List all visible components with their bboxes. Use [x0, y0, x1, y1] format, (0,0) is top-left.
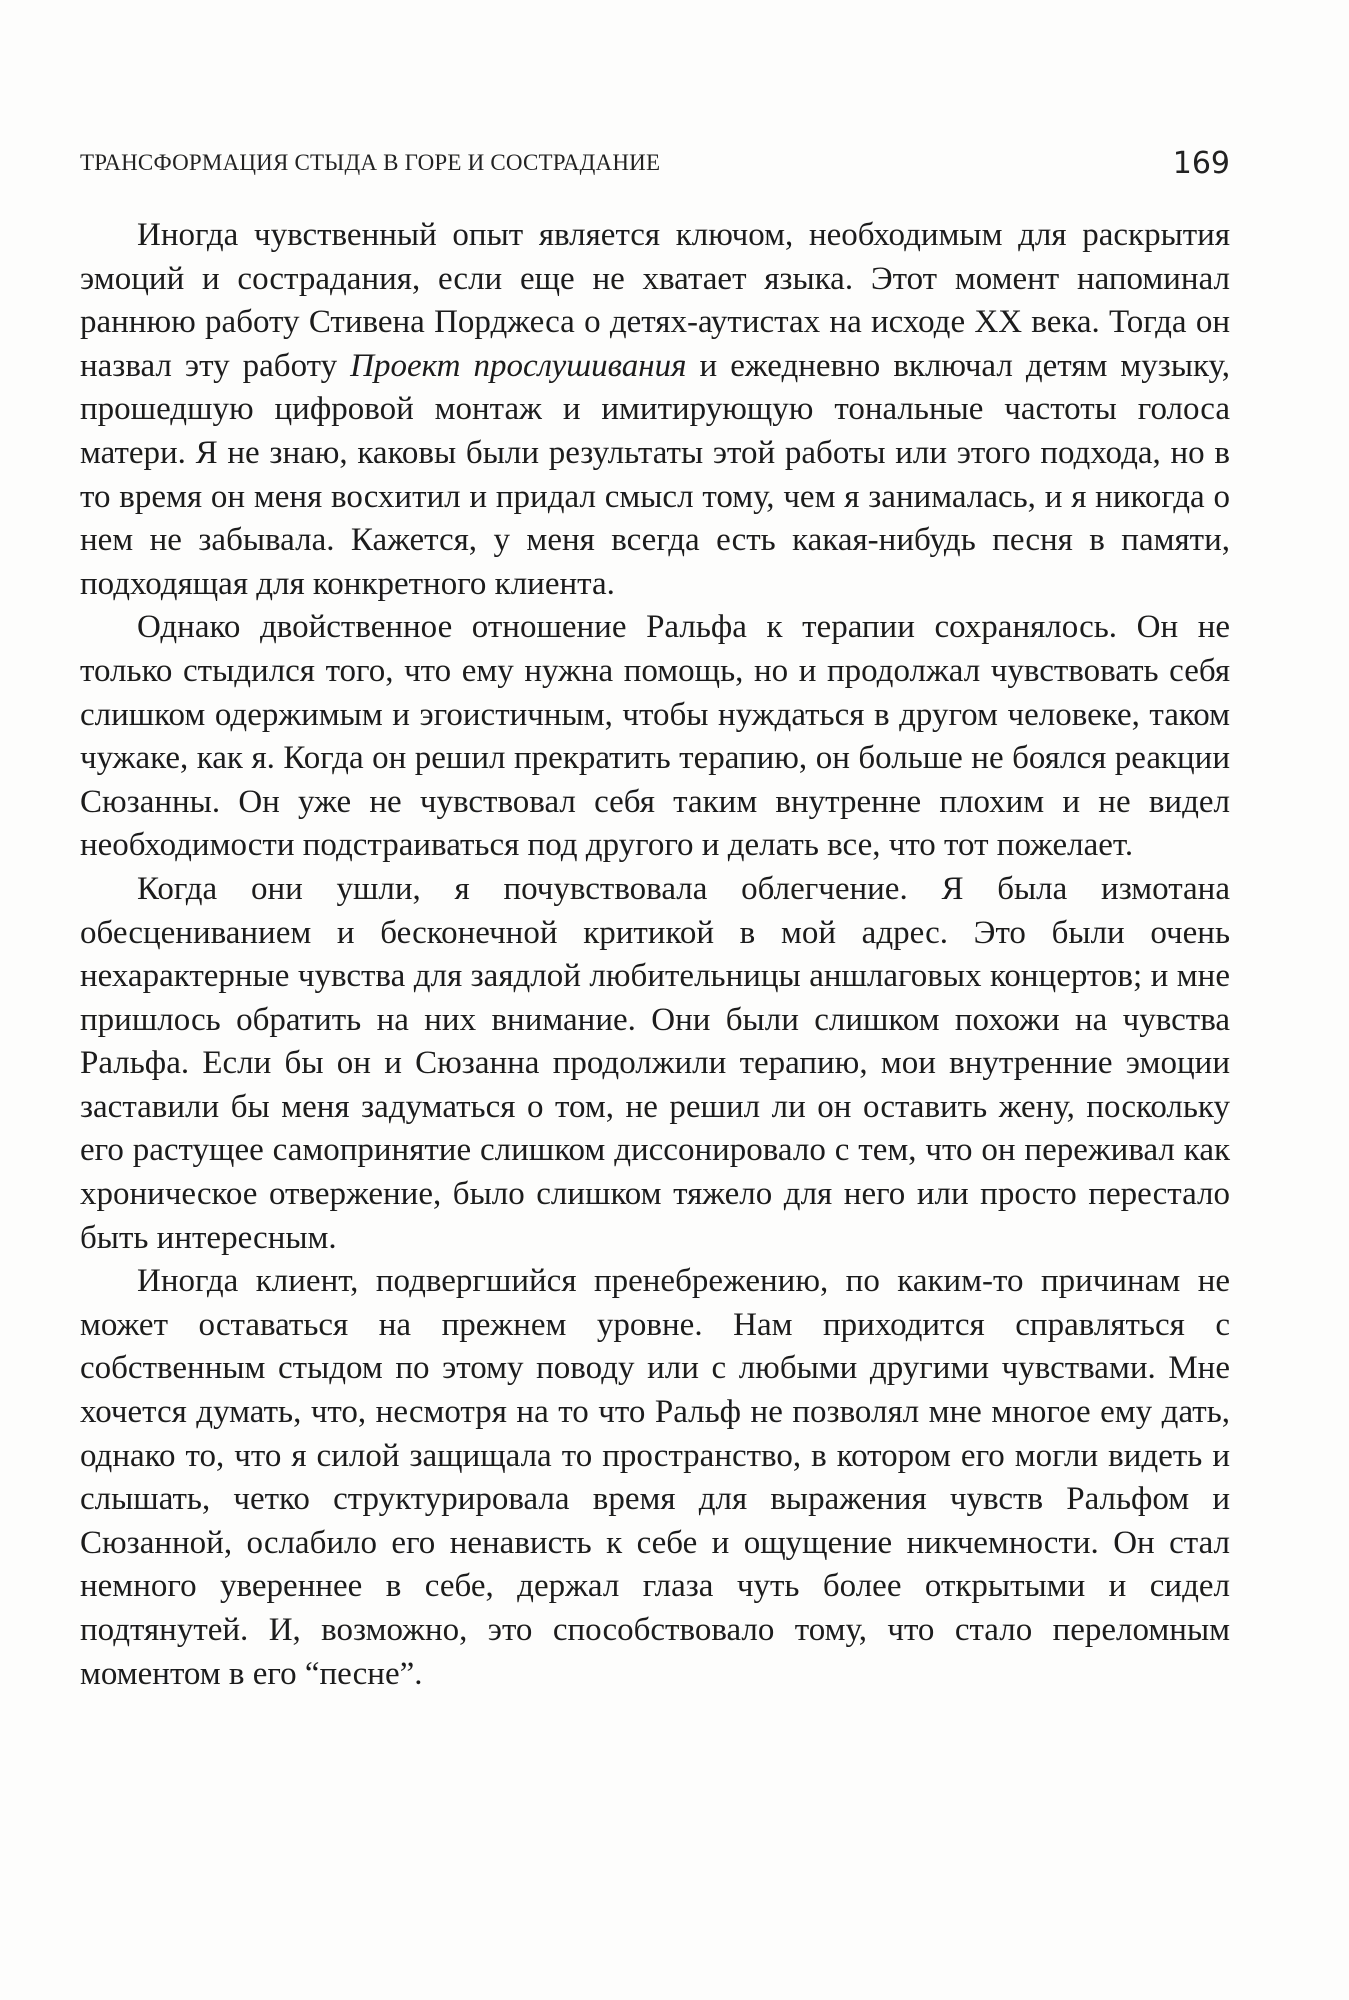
paragraph-4: Иногда клиент, подвергшийся пренебрежению, по каким-то причинам не может оставаться на прежнем уровне. Нам приходится справляться с собственным стыдом по этому поводу или с любыми другими чувствами. Мне хочется думать, что, несмотря на то что Ральф не позволял мне многое ему дать, однако то, что я силой защищала то пространство, в котором его могли видеть и слышать, четко структурировала время для выражения чувств Ральфом и Сюзанной, ослабило его ненависть к себе и ощущение никчемности. Он стал немного увереннее в себе, держал глаза чуть более открытыми и сидел подтянутей. И, возможно, это способствовало тому, что стало переломным моментом в его “песне”. — [80, 1263, 1230, 1692]
book-title-italic: Проект прослушивания — [350, 347, 687, 384]
chapter-title: ТРАНСФОРМАЦИЯ СТЫДА В ГОРЕ И СОСТРАДАНИЕ — [80, 150, 661, 175]
paragraph-1-text-a: Иногда чувственный опыт является ключом, необходимым для раскрытия эмоций и сострадания, если еще не хватает языка. Этот момент напоминал раннюю работу Стивена Порджеса о детях-аутистах на исходе XX века. Тогда он назвал эту работу — [80, 217, 1230, 384]
paragraph-1-text-b: и ежедневно включал детям музыку, прошедшую цифровой монтаж и имитирующую тональные частоты голоса матери. Я не знаю, каковы были результаты этой работы или этого подхода, но в то время он меня восхитил и придал смысл тому, чем я занималась, и я никогда о нем не забывала. Кажется, у меня всегда есть какая-нибудь песня в памяти, подходящая для конкретного клиента. — [80, 347, 1230, 602]
paragraph-3: Когда они ушли, я почувствовала облегчение. Я была измотана обесцениванием и бесконечной критикой в мой адрес. Это были очень нехарактерные чувства для заядлой любительницы аншлаговых концертов; и мне пришлось обратить на них внимание. Они были слишком похожи на чувства Ральфа. Если бы он и Сюзанна продолжили терапию, мои внутренние эмоции заставили бы меня задуматься о том, не решил ли он оставить жену, поскольку его растущее самопринятие слишком диссонировало с тем, что он переживал как хроническое отвержение, было слишком тяжело для него или просто перестало быть интересным. — [80, 870, 1230, 1256]
paragraph-1 — [80, 214, 1230, 606]
paragraph-2: Однако двойственное отношение Ральфа к терапии сохранялось. Он не только стыдился того, что ему нужна помощь, но и продолжал чувствовать себя слишком одержимым и эгоистичным, чтобы нуждаться в другом человеке, таком чужаке, как я. Когда он решил прекратить терапию, он больше не боялся реакции Сюзанны. Он уже не чувствовал себя таким внутренне плохим и не видел необходимости подстраиваться под другого и делать все, что тот пожелает. — [80, 609, 1230, 864]
running-head — [80, 146, 1230, 186]
body-text — [80, 214, 1230, 1696]
page-number: 169 — [1172, 146, 1230, 181]
